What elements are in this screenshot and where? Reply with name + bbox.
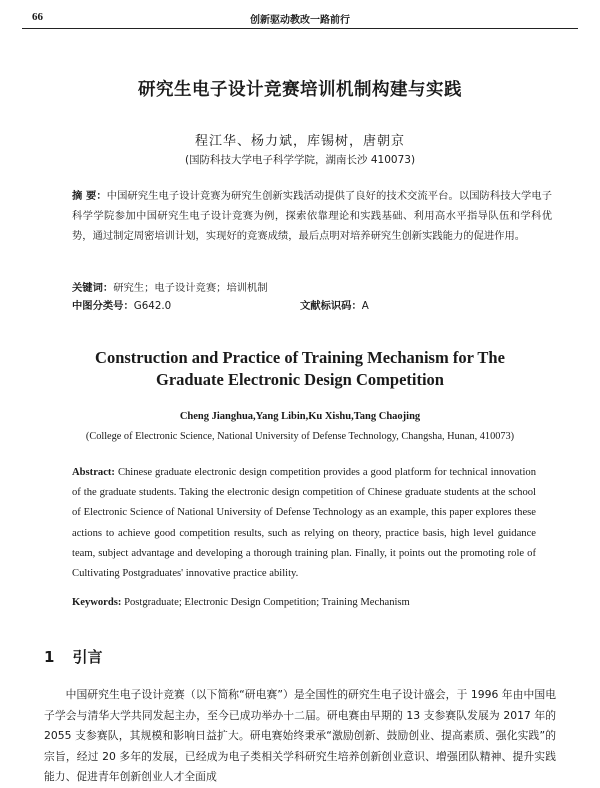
chinese-abstract xyxy=(72,186,552,246)
running-title: 创新驱动教改一路前行 xyxy=(250,15,350,26)
chinese-keywords xyxy=(72,279,268,294)
classification-value: G642.0 xyxy=(133,300,172,312)
section-title: 引言 xyxy=(72,648,103,666)
english-abstract-text: Chinese graduate electronic design competition provides a good platform for technical innovation of the graduate students. Taking the electronic design competition of Chinese graduate students at the school of Electronic Science of National University of Defense Technology as an example, this paper explores these actions to achieve good competition results, such as relying on theory, practice basis, high level guidance team, subject advantage and developing a thorough training plan. Finally, it points out the promoting role of Cultivating Postgraduates' innovative practice ability. xyxy=(72,467,536,580)
classification-number xyxy=(72,297,171,312)
running-header xyxy=(22,8,578,29)
section-heading xyxy=(44,646,102,667)
chinese-abstract-label: 摘 要： xyxy=(72,190,107,202)
section-number: 1 xyxy=(44,648,55,666)
chinese-abstract-text: 中国研究生电子设计竞赛为研究生创新实践活动提供了良好的技术交流平台。以国防科技大学电子科学学院参加中国研究生电子设计竞赛为例，探索依靠理论和实践基础、利用高水平指导队伍和学科优势，通过制定周密培训计划，实现好的竞赛成绩，最后点明对培养研究生创新实践能力的促进作用。 xyxy=(72,190,552,242)
english-abstract xyxy=(72,463,536,584)
chinese-title: 研究生电子设计竞赛培训机制构建与实践 xyxy=(138,80,462,100)
document-code-label: 文献标识码： xyxy=(300,300,362,312)
classification-label: 中图分类号： xyxy=(72,300,134,312)
english-keywords-label: Keywords: xyxy=(72,597,122,608)
english-title-line-2: Graduate Electronic Design Competition xyxy=(156,370,444,389)
page-number: 66 xyxy=(32,11,43,23)
english-authors: Cheng Jianghua,Yang Libin,Ku Xishu,Tang Chaojing xyxy=(179,411,421,422)
chinese-affiliation: (国防科技大学电子科学学院，湖南长沙 410073) xyxy=(184,154,416,166)
document-code xyxy=(300,297,369,312)
english-affiliation: (College of Electronic Science, National University of Defense Technology, Changsha, Hunan, 410073) xyxy=(85,431,515,442)
chinese-authors: 程江华、杨力斌，库锡树，唐朝京 xyxy=(194,134,405,149)
english-keywords xyxy=(72,597,410,608)
body-paragraph: 中国研究生电子设计竞赛（以下简称“研电赛”）是全国性的研究生电子设计盛会，于 1996 年由中国电子学会与清华大学共同发起主办，至今已成功举办十二届。研电赛由早期的 13 支参赛队发展为 2017 年的 2055 支参赛队，其规模和影响日益扩大。研电赛始终秉承“激励创新、鼓励创业、提高素质、强化实践”的宗旨，经过 20 多年的发展，已经成为电子类相关学科研究生培养创新创业意识、增强团队精神、提升实践能力、促进青年创新创业人才全面成 xyxy=(44,688,556,783)
document-code-value: A xyxy=(361,300,369,312)
english-title xyxy=(0,347,600,391)
chinese-keywords-text: 研究生；电子设计竞赛；培训机制 xyxy=(113,282,268,294)
chinese-keywords-label: 关键词： xyxy=(72,282,114,294)
english-abstract-label: Abstract: xyxy=(72,467,115,478)
english-keywords-text: Postgraduate; Electronic Design Competition; Training Mechanism xyxy=(124,597,410,608)
english-title-line-1: Construction and Practice of Training Mechanism for The xyxy=(95,348,505,367)
